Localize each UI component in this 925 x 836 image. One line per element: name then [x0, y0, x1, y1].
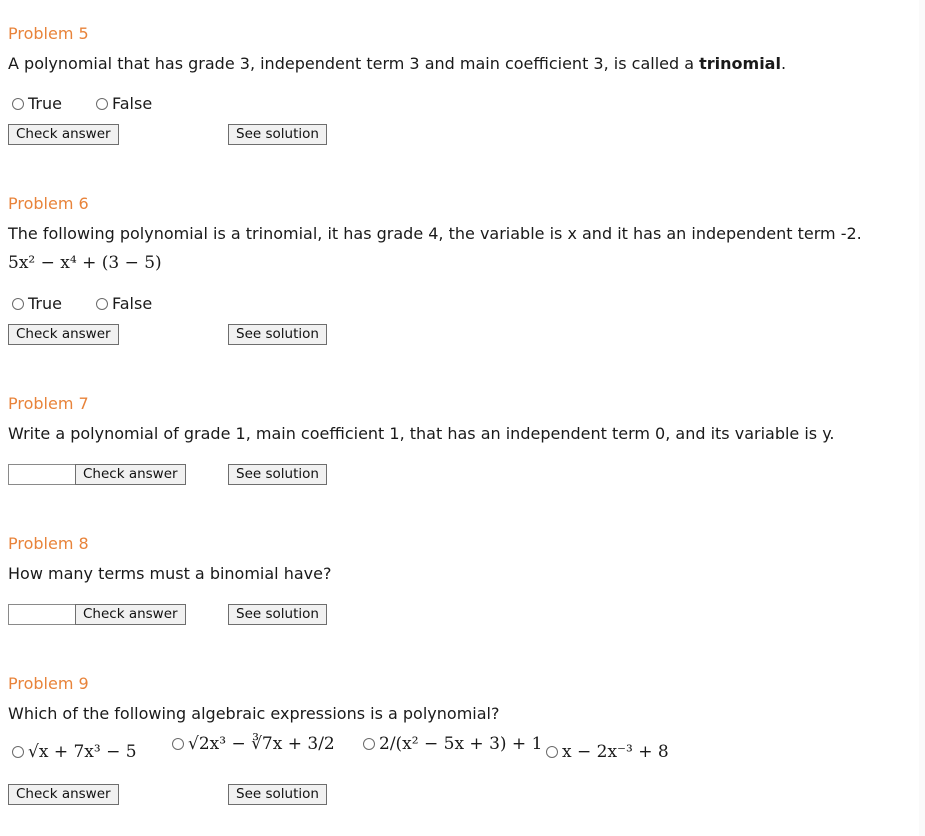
problem-title: Problem 5 — [8, 24, 89, 43]
radio-true[interactable] — [12, 98, 24, 110]
option-label: False — [112, 94, 153, 113]
polynomial-expression: 5x² − x⁴ + (3 − 5) — [8, 253, 162, 273]
option-2[interactable] — [172, 734, 335, 754]
radio-option-2[interactable] — [172, 738, 184, 750]
radio-false[interactable] — [96, 98, 108, 110]
answer-input[interactable] — [8, 604, 76, 625]
problem-statement: The following polynomial is a trinomial, it has grade 4, the variable is x and it has an independent term -2. — [8, 224, 862, 243]
option-label: True — [28, 294, 62, 313]
problem-statement — [8, 54, 786, 73]
option-true[interactable] — [12, 94, 62, 113]
right-edge-shadow — [919, 0, 925, 836]
problem-title: Problem 8 — [8, 534, 89, 553]
radio-false[interactable] — [96, 298, 108, 310]
option-label: True — [28, 94, 62, 113]
check-answer-button[interactable]: Check answer — [8, 784, 119, 805]
see-solution-button[interactable]: See solution — [228, 324, 327, 345]
option-false[interactable] — [96, 94, 152, 113]
radio-option-3[interactable] — [363, 738, 375, 750]
option-false[interactable] — [96, 294, 152, 313]
check-answer-button[interactable]: Check answer — [75, 604, 186, 625]
see-solution-button[interactable]: See solution — [228, 604, 327, 625]
problem-title: Problem 7 — [8, 394, 89, 413]
problem-statement: Which of the following algebraic expressions is a polynomial? — [8, 704, 500, 723]
statement-bold-term: trinomial — [699, 54, 781, 73]
answer-input[interactable] — [8, 464, 76, 485]
see-solution-button[interactable]: See solution — [228, 784, 327, 805]
option-true[interactable] — [12, 294, 62, 313]
expression-4: x − 2x⁻³ + 8 — [562, 742, 669, 762]
option-1[interactable] — [12, 742, 137, 762]
problem-title: Problem 9 — [8, 674, 89, 693]
option-label: False — [112, 294, 153, 313]
option-4[interactable] — [546, 742, 669, 762]
problem-statement: Write a polynomial of grade 1, main coefficient 1, that has an independent term 0, and its variable is y. — [8, 424, 835, 443]
expression-2: √2x³ − ∛7x + 3/2 — [188, 734, 335, 754]
radio-option-1[interactable] — [12, 746, 24, 758]
check-answer-button[interactable]: Check answer — [8, 124, 119, 145]
option-3[interactable] — [363, 734, 542, 754]
problem-title: Problem 6 — [8, 194, 89, 213]
see-solution-button[interactable]: See solution — [228, 124, 327, 145]
expression-1: √x + 7x³ − 5 — [28, 742, 137, 762]
check-answer-button[interactable]: Check answer — [8, 324, 119, 345]
see-solution-button[interactable]: See solution — [228, 464, 327, 485]
statement-text: A polynomial that has grade 3, independent term 3 and main coefficient 3, is called a — [8, 54, 700, 73]
statement-end: . — [780, 54, 787, 73]
expression-3: 2/(x² − 5x + 3) + 1 — [379, 734, 543, 754]
check-answer-button[interactable]: Check answer — [75, 464, 186, 485]
radio-true[interactable] — [12, 298, 24, 310]
radio-option-4[interactable] — [546, 746, 558, 758]
problem-statement: How many terms must a binomial have? — [8, 564, 332, 583]
